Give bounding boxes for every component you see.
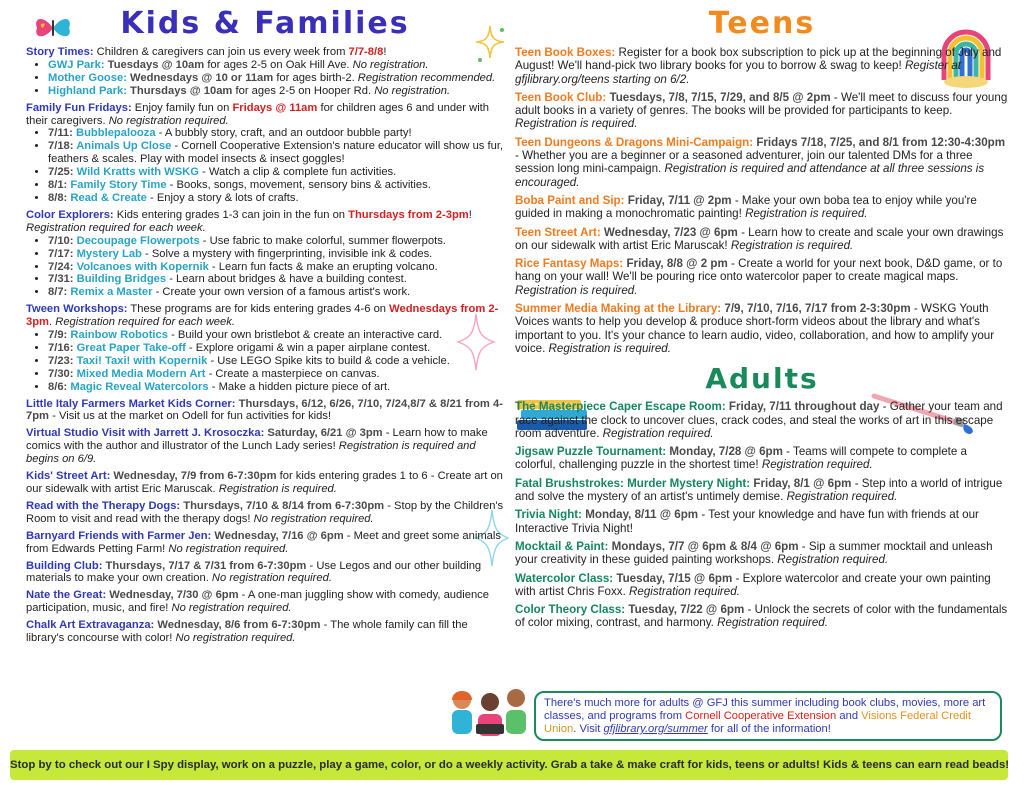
item-date: 7/30: xyxy=(48,367,77,380)
event-title: Virtual Studio Visit with Jarrett J. Krosoczka: xyxy=(26,427,265,440)
event-title: Trivia Night: xyxy=(515,508,582,522)
event-note: Registration is required. xyxy=(515,117,638,131)
event-time: Tuesday, 7/15 @ 6pm xyxy=(613,571,733,585)
adult-events xyxy=(515,400,1009,629)
event-title: Chalk Art Extravaganza: xyxy=(26,619,155,632)
item-name: Volcanoes with Kopernik xyxy=(76,260,209,273)
item-time: Tuesdays @ 10am xyxy=(104,58,205,71)
event-item: Jigsaw Puzzle Tournament: Monday, 7/28 @ 6pm - Teams will compete to complete a colorful, challenging puzzle in the shortest time! Registration required. xyxy=(515,445,968,472)
event-item: Teen Street Art: Wednesday, 7/23 @ 6pm - Learn how to create and scale your own drawings on our sidewalk with artist Eric Maruscak! Registration is required. xyxy=(515,225,1004,252)
item-name: Bubblepalooza xyxy=(76,127,156,140)
kids-families-column xyxy=(26,2,504,649)
section-title: Family Fun Fridays: xyxy=(26,101,132,114)
item-date: 7/11: xyxy=(48,127,76,140)
item-name: Remix a Master xyxy=(70,286,153,299)
item-name: Animals Up Close xyxy=(76,140,172,153)
list-item: • Mother Goose: Wednesdays @ 10 or 11am for ages birth-2. Registration recommended. xyxy=(48,72,504,85)
event-time: Fridays 7/18, 7/25, and 8/1 from 12:30-4:30pm xyxy=(753,135,1006,149)
event-item: The Masterpiece Caper Escape Room: Friday, 7/11 throughout day - Gather your team and race against the clock to uncover clues, crack codes, and steal the works of art in this escape room adventure. Registration required. xyxy=(515,400,1003,440)
list-item: • 8/6: Magic Reveal Watercolors - Make a hidden picture piece of art. xyxy=(48,381,504,394)
list-item: • 7/16: Great Paper Take-off - Explore origami & win a paper airplane contest. xyxy=(48,342,504,355)
event-note: Registration is required. xyxy=(730,238,854,252)
event-item: Teen Book Boxes: Register for a book box subscription to pick up at the beginning of July and August! We'll hand-pick two library books for you to borrow & swag to keep! Register at gfjlibrary.org/teens starting on 6/2. xyxy=(515,46,1002,86)
event-note: Registration required. xyxy=(629,584,740,598)
item-date: 8/1: xyxy=(48,179,71,192)
event-note: Registration required. xyxy=(777,553,889,567)
item-name: Mixed Media Modern Art xyxy=(76,367,206,380)
event-item: Boba Paint and Sip: Friday, 7/11 @ 2pm - Make your own boba tea to enjoy while you're guided in making a monochromatic painting! Registration is required. xyxy=(515,193,977,221)
event-item: Teen Book Club: Tuesdays, 7/8, 7/15, 7/29, and 8/5 @ 2pm - We'll meet to discuss four young adult books in a variety of genres. The books will be provided for participants to keep. Registration is required. xyxy=(515,90,1008,131)
list-item: • 7/24: Volcanoes with Kopernik - Learn fun facts & make an erupting volcano. xyxy=(48,261,504,274)
event-note: Registration is required. xyxy=(548,341,671,355)
event-title: Watercolor Class: xyxy=(515,571,614,585)
event-title: Barnyard Friends with Farmer Jen: xyxy=(26,529,212,542)
item-note: No registration. xyxy=(352,58,429,71)
list-item: • 7/31: Building Bridges - Learn about bridges & have a building contest. xyxy=(48,273,504,286)
list-item: • 8/7: Remix a Master - Create your own version of a famous artist's work. xyxy=(48,286,504,299)
event-time: Saturday, 6/21 @ 3pm xyxy=(264,427,383,440)
event-item: Fatal Brushstrokes: Murder Mystery Night: Friday, 8/1 @ 6pm - Step into a world of intrigue and solve the mystery of an artist's untimely demise. Registration required. xyxy=(515,476,1003,504)
kids-events xyxy=(26,398,504,645)
event-item: Watercolor Class: Tuesday, 7/15 @ 6pm - Explore watercolor and create your own painting with artist Chris Foxx. Registration required. xyxy=(515,571,991,598)
event-note: Registration required. xyxy=(761,458,873,472)
event-note: Registration required. xyxy=(786,490,898,504)
event-time: Thursdays, 6/12, 6/26, 7/10, 7/24,8/7 & 8/21 from 4-7pm xyxy=(26,397,503,423)
event-item: Summer Media Making at the Library: 7/9, 7/10, 7/16, 7/17 from 2-3:30pm - WSKG Youth Voices wants to help you develop & produce short-form videos about the library and what's important to you. It's your chance to learn audio, video, collaboration, and how to amplify your voice. Registration is required. xyxy=(515,302,995,355)
event-title: Teen Street Art: xyxy=(515,225,601,239)
list-item: • 7/30: Mixed Media Modern Art - Create a masterpiece on canvas. xyxy=(48,368,504,381)
event-item: Building Club: Thursdays, 7/17 & 7/31 from 6-7:30pm - Use Legos and our other building materials to make your own creation. No registration required. xyxy=(26,559,482,585)
family-fun-section: Family Fun Fridays: Enjoy family fun on Fridays @ 11am for children ages 6 and under with their caregivers. No registration required. • 7/11: Bubblepalooza - A bubbly story, craft, and an outdoor bubble party! • 7/18: Animals Up Close - Cornell Cooperative Extension's nature educator will show us fur, feathers & scales. Play with model insects & insect goggles! • 7/25: Wild Kratts with WSKG - Watch a clip & complete fun activities. • 8/1: Family Story Time - Books, songs, movement, sensory bins & activities. • 8/8: Read & Create - Enjoy a story & lots of crafts. xyxy=(26,102,504,205)
item-date: 7/25: xyxy=(48,166,77,179)
adults-heading: Adults xyxy=(705,362,819,396)
event-time: Friday, 8/8 @ 2 pm xyxy=(623,257,728,271)
event-item: Read with the Therapy Dogs: Thursdays, 7/10 & 8/14 from 6-7:30pm - Stop by the Children's Room to visit and read with the therapy dogs! No registration required. xyxy=(26,499,504,525)
item-date: 8/6: xyxy=(48,380,71,393)
item-date: 7/9: xyxy=(48,329,71,342)
color-explorers-section: Color Explorers: Kids entering grades 1-3 can join in the fun on Thursdays from 2-3pm! Registration required for each week. • 7/10: Decoupage Flowerpots - Use fabric to make colorful, summer flowerpots. • 7/17: Mystery Lab - Solve a mystery with fingerprinting, invisible ink & codes. • 7/24: Volcanoes with Kopernik - Learn fun facts & make an erupting volcano. • 7/31: Building Bridges - Learn about bridges & have a building contest. • 8/7: Remix a Master - Create your own version of a famous artist's work. xyxy=(26,209,504,299)
event-title: Fatal Brushstrokes: Murder Mystery Night: xyxy=(515,476,751,490)
event-time: Thursdays, 7/10 & 8/14 from 6-7:30pm xyxy=(180,499,385,512)
event-note: Registration is required and begins on 6/9. xyxy=(26,440,476,466)
event-title: Rice Fantasy Maps: xyxy=(515,257,624,271)
list-item: • 7/25: Wild Kratts with WSKG - Watch a clip & complete fun activities. xyxy=(48,166,504,179)
event-note: No registration required. xyxy=(168,542,289,555)
event-time: Friday, 7/11 @ 2pm xyxy=(624,193,732,207)
list-item: • 8/1: Family Story Time - Books, songs, movement, sensory bins & activities. xyxy=(48,179,504,192)
item-date: 7/24: xyxy=(48,260,77,273)
teen-events xyxy=(515,46,1009,355)
item-time: Wednesdays @ 10 or 11am xyxy=(126,71,274,84)
event-item: Virtual Studio Visit with Jarrett J. Krosoczka: Saturday, 6/21 @ 3pm - Learn how to make comics with the author and illustrator of the Lunch Lady series! Registration is required and begins on 6/9. xyxy=(26,427,488,466)
event-item: Barnyard Friends with Farmer Jen: Wednesday, 7/16 @ 6pm - Meet and greet some animals from Edwards Petting Farm! No registration required. xyxy=(26,529,501,555)
event-title: Read with the Therapy Dogs: xyxy=(26,499,181,512)
event-title: Building Club: xyxy=(26,559,103,572)
item-name: Building Bridges xyxy=(76,273,167,286)
section-title: Tween Workshops: xyxy=(26,303,128,316)
event-title: Little Italy Farmers Market Kids Corner: xyxy=(26,397,236,410)
section-title: Story Times: xyxy=(26,46,94,58)
event-time: Wednesday, 8/6 from 6-7:30pm xyxy=(154,619,321,632)
kids-families-heading: Kids & Families xyxy=(120,6,410,41)
teens-adults-column xyxy=(515,2,1009,635)
event-item: Nate the Great: Wednesday, 7/30 @ 6pm - A one-man juggling show with comedy, audience participation, music, and fire! No registration required. xyxy=(26,589,489,615)
event-item: Rice Fantasy Maps: Friday, 8/8 @ 2 pm - Create a world for your next book, D&D game, or to hang on your wall! We'll be pouring rice onto watercolor paper to create magical maps. Registration is required. xyxy=(515,257,1003,297)
item-note: No registration. xyxy=(374,84,451,97)
event-time: Wednesday, 7/23 @ 6pm xyxy=(600,225,738,239)
item-name: GWJ Park: xyxy=(48,58,105,71)
event-note: Registration is required. xyxy=(218,483,337,495)
event-time: Wednesday, 7/9 from 6-7:30pm xyxy=(110,470,277,483)
teens-heading: Teens xyxy=(708,6,816,41)
item-name: Mother Goose: xyxy=(48,71,127,84)
story-times-section: Story Times: Children & caregivers can join us every week from 7/7-8/8! • GWJ Park: Tuesdays @ 10am for ages 2-5 on Oak Hill Ave. No registration. • Mother Goose: Wednesdays @ 10 or 11am for ages birth-2. Registration recommended. • Highland Park: Thursdays @ 10am for ages 2-5 on Hooper Rd. No registration. xyxy=(26,46,504,98)
tween-workshops-section: Tween Workshops: These programs are for kids entering grades 4-6 on Wednesdays from 2-3pm. Registration required for each week. • 7/9: Rainbow Robotics - Build your own bristlebot & create an interactive card. • 7/16: Great Paper Take-off - Explore origami & win a paper airplane contest. • 7/23: Taxi! Taxi! with Kopernik - Use LEGO Spike kits to build & code a vehicle. • 7/30: Mixed Media Modern Art - Create a masterpiece on canvas. • 8/6: Magic Reveal Watercolors - Make a hidden picture piece of art. xyxy=(26,303,504,393)
adults-info-box: There's much more for adults @ GFJ this summer including book clubs, movies, more art classes, and programs from Cornell Cooperative Extension and Visions Federal Credit Union. Visit gfjlibrary.org/summer for all of the information! xyxy=(534,691,1002,741)
event-item: Color Theory Class: Tuesday, 7/22 @ 6pm - Unlock the secrets of color with the fundamentals of color mixing, contrast, and harmony. Registration required. xyxy=(515,603,1008,630)
list-item: • 7/10: Decoupage Flowerpots - Use fabric to make colorful, summer flowerpots. xyxy=(48,235,504,248)
item-name: Mystery Lab xyxy=(76,247,142,260)
event-title: Summer Media Making at the Library: xyxy=(515,302,722,316)
kids-illustration xyxy=(446,680,532,746)
event-item: Little Italy Farmers Market Kids Corner: Thursdays, 6/12, 6/26, 7/10, 7/24,8/7 & 8/21 from 4-7pm - Visit us at the market on Odell for fun activities for kids! xyxy=(26,397,503,423)
story-times-list xyxy=(26,59,504,98)
list-item: • 7/9: Rainbow Robotics - Build your own bristlebot & create an interactive card. xyxy=(48,329,504,342)
event-note: Registration is required. xyxy=(745,207,868,221)
list-item: • 8/8: Read & Create - Enjoy a story & lots of crafts. xyxy=(48,192,504,205)
item-date: 7/16: xyxy=(48,341,77,354)
item-date: 7/17: xyxy=(48,247,77,260)
event-title: Jigsaw Puzzle Tournament: xyxy=(515,445,667,459)
item-name: Family Story Time xyxy=(70,179,167,192)
item-date: 7/31: xyxy=(48,273,77,286)
event-time: Monday, 7/28 @ 6pm xyxy=(666,445,783,459)
event-title: Teen Dungeons & Dragons Mini-Campaign: xyxy=(515,135,754,149)
event-time: Wednesday, 7/16 @ 6pm xyxy=(211,529,344,542)
event-item: Chalk Art Extravaganza: Wednesday, 8/6 from 6-7:30pm - The whole family can fill the library's concourse with color! No registration required. xyxy=(26,619,468,645)
list-item: • 7/18: Animals Up Close - Cornell Cooperative Extension's nature educator will show us fur, feathers & scales. Play with model insects & insect goggles! xyxy=(48,140,504,166)
event-title: Nate the Great: xyxy=(26,589,107,602)
event-time: Wednesday, 7/30 @ 6pm xyxy=(106,589,239,602)
event-title: Teen Book Club: xyxy=(515,90,607,104)
event-note: Register at gfjlibrary.org/teens starting on 6/2. xyxy=(515,59,961,86)
event-note: No registration required. xyxy=(175,632,296,645)
item-date: 7/18: xyxy=(48,140,77,153)
summer-link[interactable]: gfjlibrary.org/summer xyxy=(603,723,708,735)
event-note: Registration is required and attendance at all three sessions is encouraged. xyxy=(515,162,985,189)
item-name: Read & Create xyxy=(70,191,147,204)
event-note: No registration required. xyxy=(211,572,332,585)
event-title: The Masterpiece Caper Escape Room: xyxy=(515,400,726,414)
event-title: Teen Book Boxes: xyxy=(515,46,616,59)
event-time: 7/9, 7/10, 7/16, 7/17 from 2-3:30pm xyxy=(721,302,911,316)
event-item: Mocktail & Paint: Mondays, 7/7 @ 6pm & 8/4 @ 6pm - Sip a summer mocktail and unleash your creativity in these guided painting workshops. Registration required. xyxy=(515,539,993,567)
color-explorers-list xyxy=(26,235,504,300)
item-name: Taxi! Taxi! with Kopernik xyxy=(76,354,208,367)
tween-workshops-list xyxy=(26,329,504,394)
event-note: No registration required. xyxy=(253,512,374,525)
list-item: • Highland Park: Thursdays @ 10am for ages 2-5 on Hooper Rd. No registration. xyxy=(48,85,504,98)
item-name: Wild Kratts with WSKG xyxy=(76,166,199,179)
item-date: 7/23: xyxy=(48,354,77,367)
item-time: Thursdays @ 10am xyxy=(126,84,233,97)
item-name: Great Paper Take-off xyxy=(76,341,186,354)
list-item: • 7/23: Taxi! Taxi! with Kopernik - Use LEGO Spike kits to build & code a vehicle. xyxy=(48,355,504,368)
event-title: Kids' Street Art: xyxy=(26,470,111,483)
family-fun-list xyxy=(26,127,504,204)
event-note: Registration required. xyxy=(717,616,828,630)
item-name: Highland Park: xyxy=(48,84,127,97)
item-name: Magic Reveal Watercolors xyxy=(70,380,209,393)
event-time: Mondays, 7/7 @ 6pm & 8/4 @ 6pm xyxy=(608,539,799,553)
footer-banner: Stop by to check out our I Spy display, work on a puzzle, play a game, color, or do a weekly activity. Grab a take & make craft for kids, teens or adults! Kids & teens can earn read beads! xyxy=(10,750,1008,780)
event-item: Teen Dungeons & Dragons Mini-Campaign: Fridays 7/18, 7/25, and 8/1 from 12:30-4:30pm - Whether you are a beginner or a seasoned adventurer, join our talented DMs for a three session long mini-campaign. Registration is required and attendance at all three sessions is encouraged. xyxy=(515,135,1006,189)
list-item: • 7/11: Bubblepalooza - A bubbly story, craft, and an outdoor bubble party! xyxy=(48,127,504,140)
event-note: Registration is required. xyxy=(515,283,638,297)
item-date: 8/7: xyxy=(48,286,71,299)
event-time: Monday, 8/11 @ 6pm xyxy=(582,508,699,522)
event-title: Mocktail & Paint: xyxy=(515,539,609,553)
section-title: Color Explorers: xyxy=(26,208,114,221)
event-title: Color Theory Class: xyxy=(515,603,626,617)
item-note: Registration recommended. xyxy=(357,71,496,84)
item-name: Rainbow Robotics xyxy=(70,329,168,342)
event-time: Friday, 7/11 throughout day xyxy=(725,400,880,414)
event-time: Friday, 8/1 @ 6pm xyxy=(750,476,852,490)
event-time: Tuesdays, 7/8, 7/15, 7/29, and 8/5 @ 2pm xyxy=(606,90,831,104)
event-note: Registration required. xyxy=(602,426,714,440)
event-item: Trivia Night: Monday, 8/11 @ 6pm - Test your knowledge and have fun with friends at our Interactive Trivia Night! xyxy=(515,508,979,535)
item-name: Decoupage Flowerpots xyxy=(76,234,200,247)
event-time: Thursdays, 7/17 & 7/31 from 6-7:30pm xyxy=(102,559,307,572)
item-date: 8/8: xyxy=(48,191,71,204)
event-item: Kids' Street Art: Wednesday, 7/9 from 6-7:30pm for kids entering grades 1 to 6 - Create art on our sidewalk with artist Eric Maruscak. Registration is required. xyxy=(26,470,503,495)
event-title: Boba Paint and Sip: xyxy=(515,193,625,207)
list-item: • GWJ Park: Tuesdays @ 10am for ages 2-5 on Oak Hill Ave. No registration. xyxy=(48,59,504,72)
item-date: 7/10: xyxy=(48,234,77,247)
event-note: No registration required. xyxy=(171,602,292,615)
list-item: • 7/17: Mystery Lab - Solve a mystery with fingerprinting, invisible ink & codes. xyxy=(48,248,504,261)
event-time: Tuesday, 7/22 @ 6pm xyxy=(625,603,745,617)
